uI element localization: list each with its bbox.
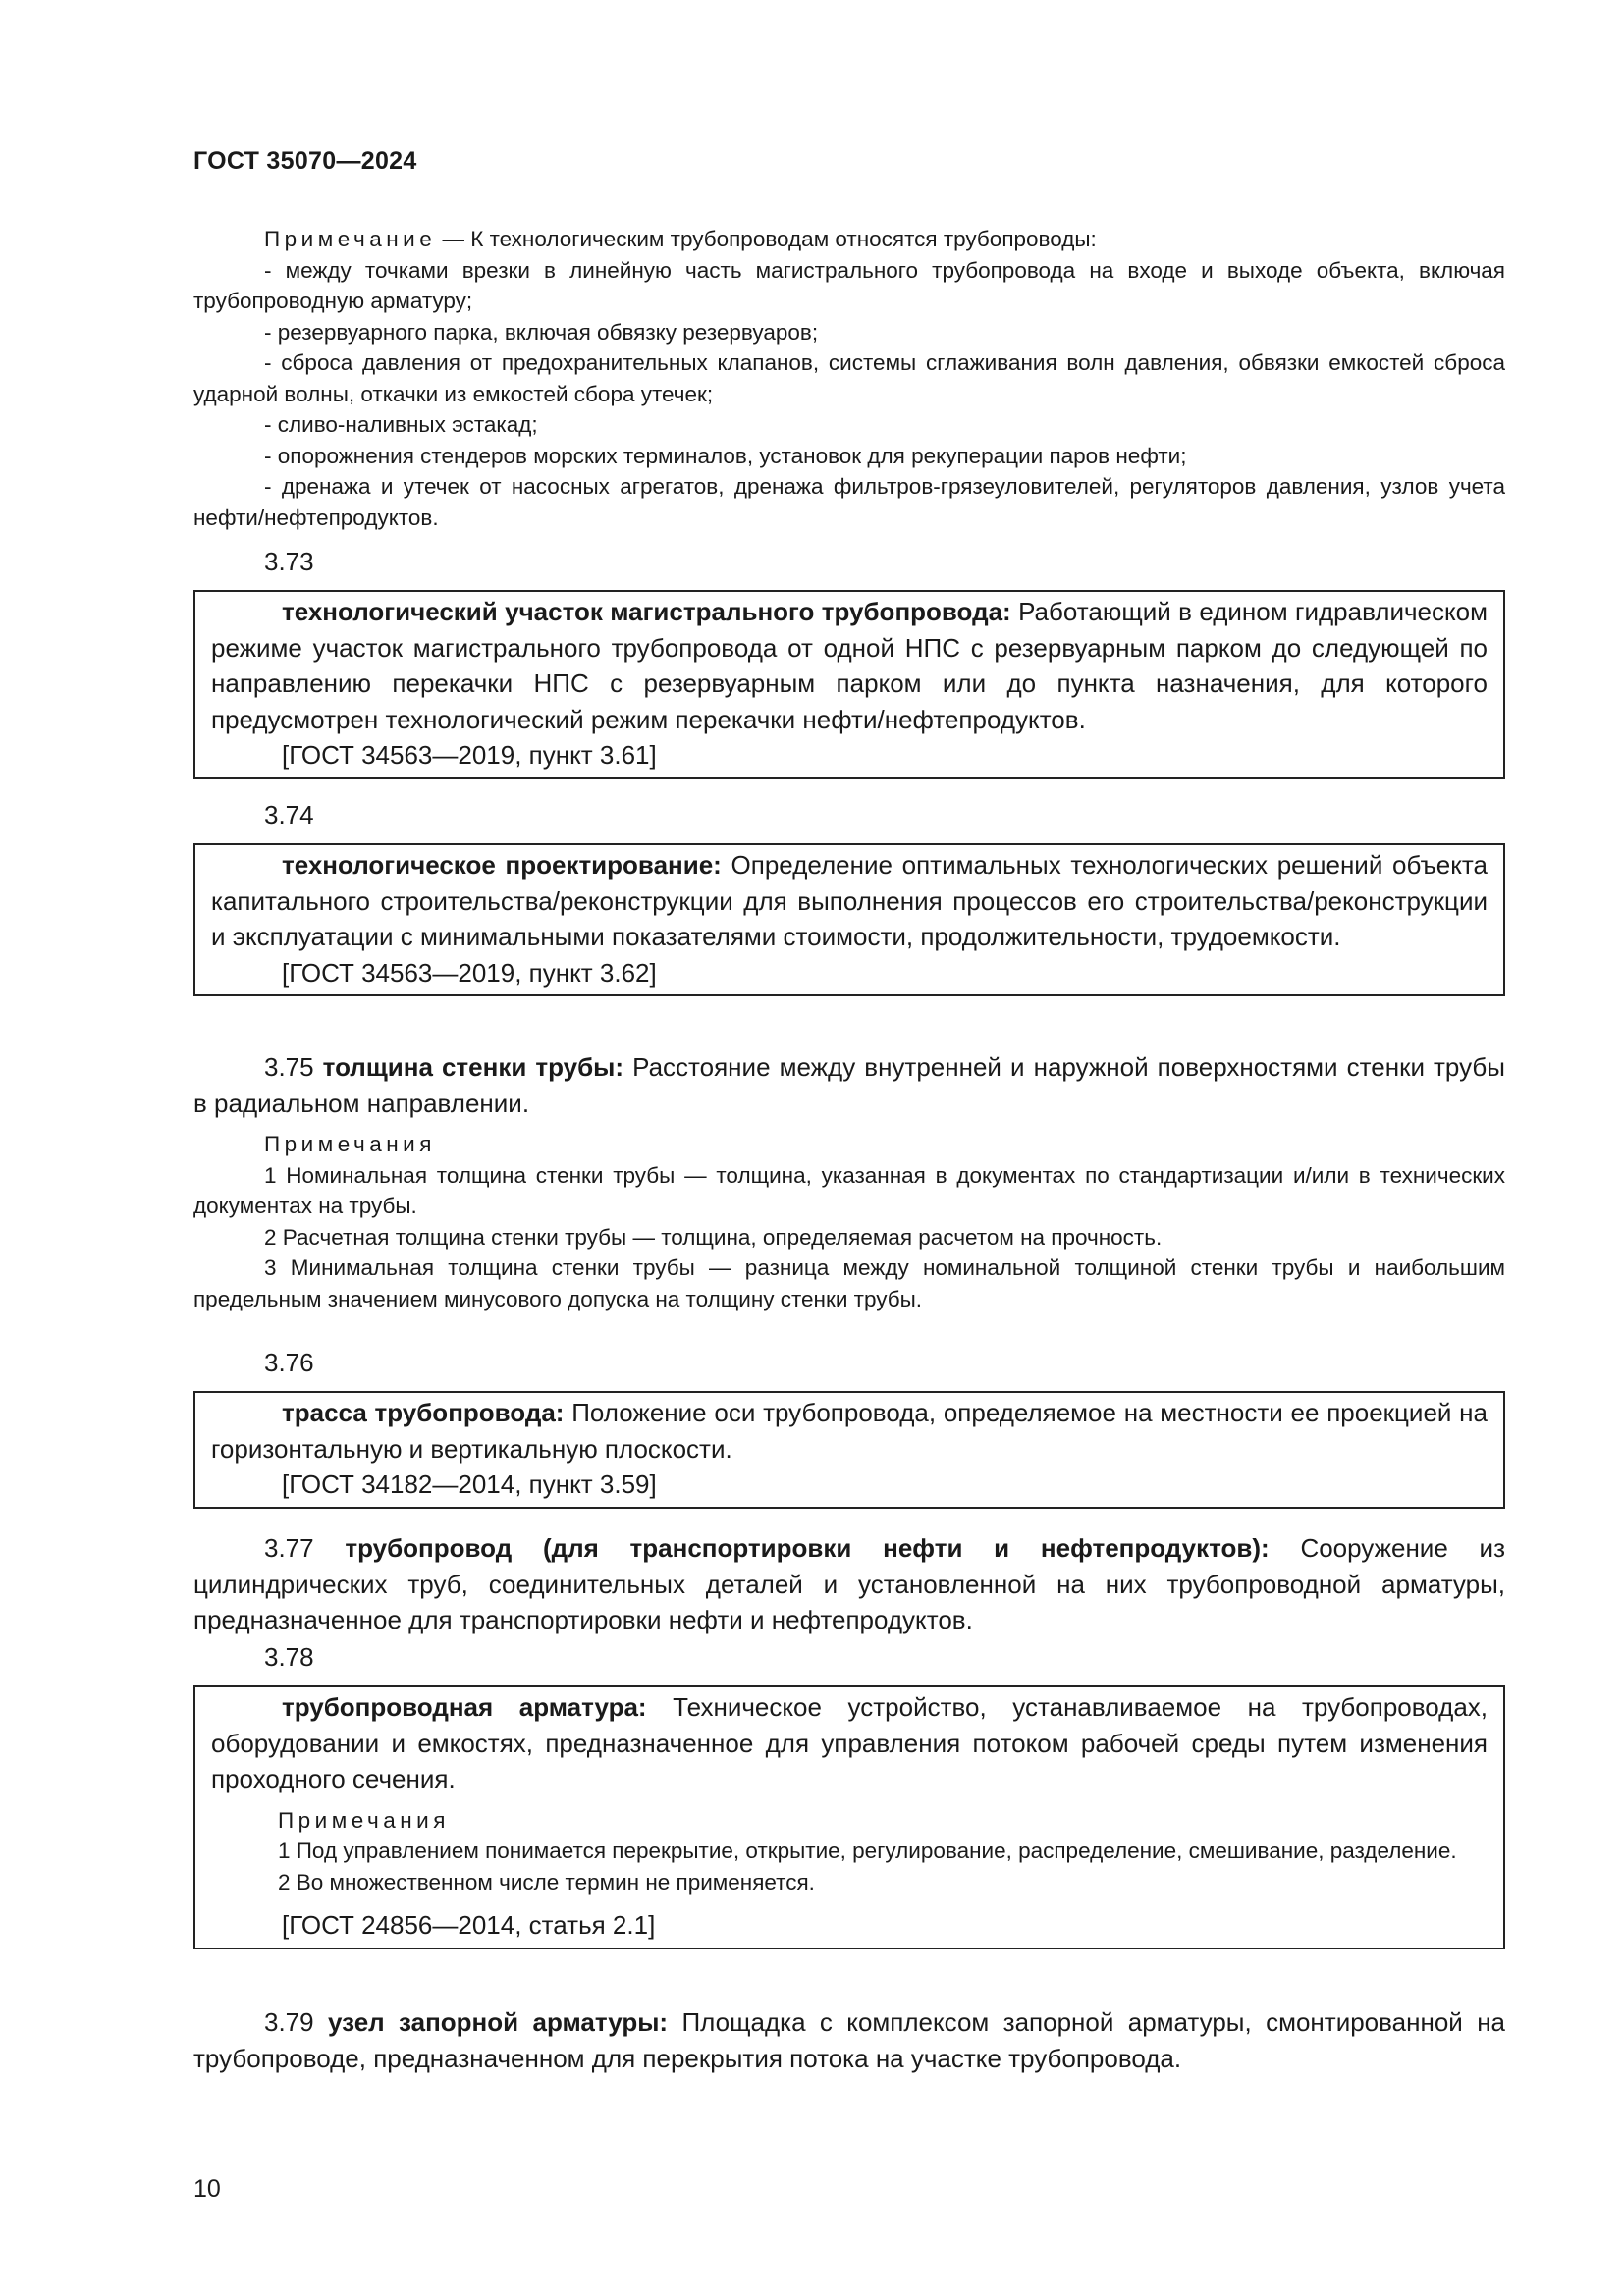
term-definition: 3.77 трубопровод (для транспортировки нефти и нефтепродуктов): Сооружение из цилиндрических труб, соединительных деталей и установленной на них трубопроводной арматуры, предназначенное для транспортировки нефти и нефтепродуктов.: [193, 1533, 1505, 1634]
note-item: 2 Во множественном числе термин не применяется.: [278, 1869, 815, 1895]
term-3-76: [193, 1345, 1505, 1509]
note-item: - между точками врезки в линейную часть магистрального трубопровода на входе и выходе объекта, включая трубопроводную арматуру;: [193, 257, 1505, 313]
term-title: технологическое проектирование:: [282, 850, 722, 880]
term-3-77: [193, 1530, 1505, 1638]
term-box: [193, 1685, 1505, 1949]
term-definition: 3.75 толщина стенки трубы: Расстояние между внутренней и наружной поверхностями стенки трубы в радиальном направлении.: [193, 1052, 1505, 1118]
notes-title: Примечания: [264, 1132, 436, 1156]
note-item: 3 Минимальная толщина стенки трубы — разница между номинальной толщиной стенки трубы и наибольшим предельным значением минусового допуска на толщину стенки трубы.: [193, 1255, 1505, 1311]
term-reference: [ГОСТ 34563—2019, пункт 3.61]: [282, 740, 657, 770]
term-reference: [ГОСТ 34182—2014, пункт 3.59]: [282, 1469, 657, 1499]
term-definition: 3.79 узел запорной арматуры: Площадка с комплексом запорной арматуры, смонтированной на трубопроводе, предназначенном для перекрытия потока на участке трубопровода.: [193, 2007, 1506, 2073]
term-3-78: [193, 1639, 1505, 1949]
term-title: технологический участок магистрального трубопровода:: [282, 597, 1011, 626]
term-number: 3.73: [264, 547, 314, 576]
page-number: 10: [193, 2175, 221, 2203]
term-reference: [ГОСТ 24856—2014, статья 2.1]: [282, 1910, 656, 1940]
note-item: - опорожнения стендеров морских терминалов, установок для рекуперации паров нефти;: [264, 443, 1187, 468]
note-item: - сброса давления от предохранительных клапанов, системы сглаживания волн давления, обвязки емкостей сброса ударной волны, откачки из емкостей сбора утечек;: [193, 350, 1505, 406]
note-technological-pipelines: [193, 224, 1505, 533]
term-number: 3.74: [264, 800, 314, 829]
term-number: 3.78: [264, 1642, 314, 1672]
note-item: 2 Расчетная толщина стенки трубы — толщина, определяемая расчетом на прочность.: [264, 1224, 1163, 1250]
document-code: ГОСТ 35070—2024: [193, 147, 417, 175]
term-title: трасса трубопровода:: [282, 1398, 565, 1427]
term-title: трубопроводная арматура:: [282, 1692, 647, 1722]
term-3-75: [193, 1049, 1505, 1314]
note-intro: Примечание — К технологическим трубопроводам относятся трубопроводы:: [264, 227, 1097, 251]
note-item: 1 Под управлением понимается перекрытие, открытие, регулирование, распределение, смешивание, разделение.: [278, 1839, 1457, 1863]
note-item: - резервуарного парка, включая обвязку резервуаров;: [264, 319, 819, 345]
term-title: трубопровод (для транспортировки нефти и нефтепродуктов):: [345, 1533, 1270, 1563]
note-title: Примечание: [264, 227, 437, 251]
term-definition: трасса трубопровода: Положение оси трубопровода, определяемое на местности ее проекцией на горизонтальную и вертикальную плоскости.: [211, 1398, 1488, 1464]
term-title: узел запорной арматуры:: [328, 2007, 669, 2037]
term-3-73: [193, 544, 1505, 779]
note-item: - дренажа и утечек от насосных агрегатов, дренажа фильтров-грязеуловителей, регуляторов давления, узлов учета нефти/нефтепродуктов.: [193, 474, 1505, 530]
term-definition: трубопроводная арматура: Техническое устройство, устанавливаемое на трубопроводах, оборудовании и емкостях, предназначенное для управления потоком рабочей среды путем изменения проходного сечения.: [211, 1692, 1489, 1793]
note-item: 1 Номинальная толщина стенки трубы — толщина, указанная в документах по стандартизации и/или в технических документах на трубы.: [193, 1162, 1505, 1218]
note-item: - сливо-наливных эстакад;: [264, 412, 538, 437]
notes-title: Примечания: [278, 1807, 450, 1833]
term-box: [193, 843, 1505, 996]
term-box: [193, 1391, 1505, 1509]
term-3-79: [193, 2004, 1505, 2076]
term-title: толщина стенки трубы:: [322, 1052, 624, 1082]
term-reference: [ГОСТ 34563—2019, пункт 3.62]: [282, 957, 657, 988]
term-definition: технологическое проектирование: Определение оптимальных технологических решений объекта капитального строительства/реконструкции для выполнения процессов его строительства/реконструкции и эксплуатации с минимальными показателями стоимости, продолжительности, трудоемкости.: [211, 850, 1489, 951]
term-box: [193, 590, 1505, 779]
term-number: 3.76: [264, 1348, 314, 1377]
term-definition: технологический участок магистрального трубопровода: Работающий в едином гидравлическом режиме участок магистрального трубопровода от одной НПС с резервуарным парком до следующей по направлению перекачки НПС с резервуарным парком или до пункта назначения, для которого предусмотрен технологический режим перекачки нефти/нефтепродуктов.: [211, 597, 1489, 734]
term-3-74: [193, 797, 1505, 996]
